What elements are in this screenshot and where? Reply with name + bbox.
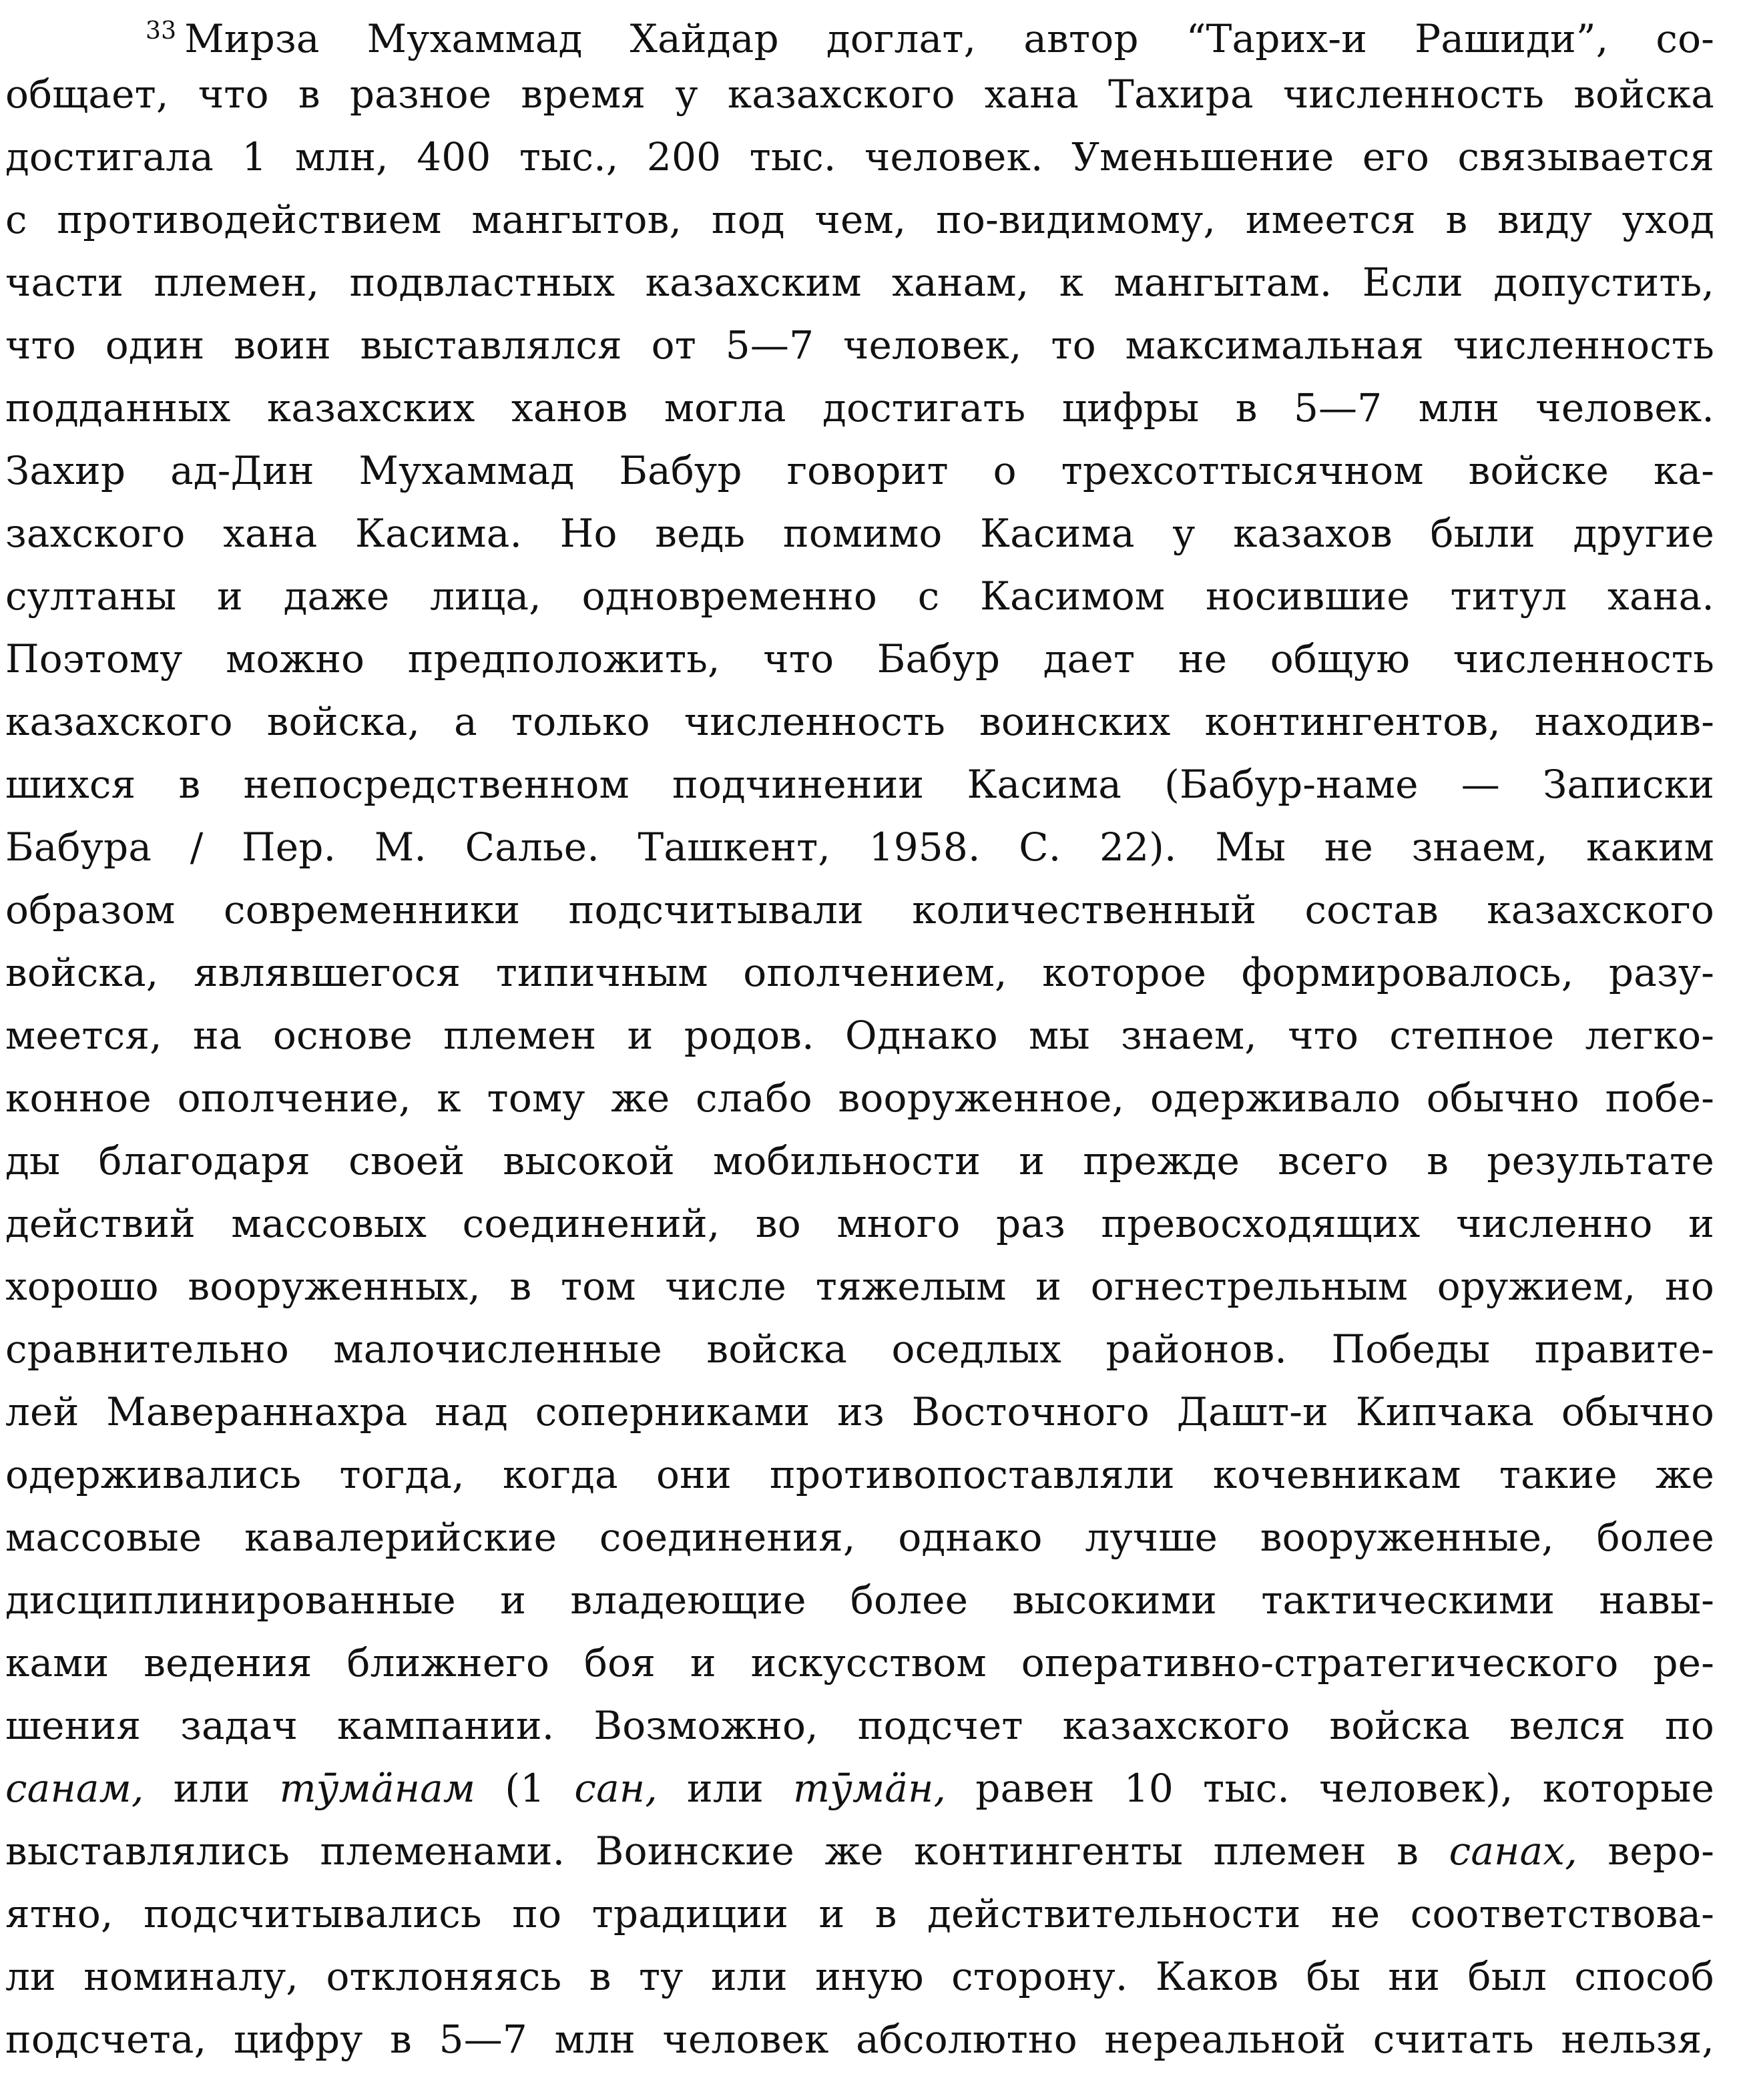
footnote-line-8: Захир ад-Дин Мухаммад Бабур говорит о трехсоттысячном войске ка- (5, 448, 1714, 493)
footnote-line-28: шения задач кампании. Возможно, подсчет казахского войска велся по (5, 1703, 1714, 1748)
footnote-line-16: войска, являвшегося типичным ополчением, которое формировалось, разу- (5, 950, 1714, 995)
footnote-line-19: ды благодаря своей высокой мобильности и прежде всего в результате (5, 1138, 1714, 1184)
footnote-line-24: одерживались тогда, когда они противопоставляли кочевникам такие же (5, 1452, 1714, 1497)
term-tumanam: тӯмӓнам (279, 1766, 476, 1811)
footnote-line-1 (5, 0, 1714, 63)
footnote-line-27: ками ведения ближнего боя и искусством оперативно-стратегического ре- (5, 1640, 1714, 1685)
line-29-text-4: равен 10 тыс. человек), которые (946, 1766, 1714, 1811)
footnote-line-11: Поэтому можно предположить, что Бабур дает не общую численность (5, 636, 1714, 682)
footnote-line-23: лей Мавераннахра над соперниками из Восточного Дашт-и Кипчака обычно (5, 1389, 1714, 1434)
footnote-line-3: достигала 1 млн, 400 тыс., 200 тыс. человек. Уменьшение его связывается (5, 134, 1714, 180)
footnote-line-21: хорошо вооруженных, в том числе тяжелым и огнестрельным оружием, но (5, 1264, 1714, 1309)
term-sanam: санам, (5, 1766, 144, 1811)
footnote-line-7: подданных казахских ханов могла достигать цифры в 5—7 млн человек. (5, 385, 1714, 431)
footnote-marker: 33 (146, 17, 177, 45)
footnote-line-33: подсчета, цифру в 5—7 млн человек абсолютно нереальной считать нельзя, (5, 2017, 1714, 2062)
line-29-text-2: (1 (475, 1766, 575, 1811)
line-29-text-3: или (657, 1766, 793, 1811)
footnote-line-6: что один воин выставлялся от 5—7 человек, то максимальная численность (5, 322, 1714, 368)
footnote-line-10: султаны и даже лица, одновременно с Касимом носившие титул хана. (5, 573, 1714, 619)
footnote-line-25: массовые кавалерийские соединения, однако лучше вооруженные, более (5, 1515, 1714, 1560)
footnote-line-32: ли номиналу, отклоняясь в ту или иную сторону. Каков бы ни был способ (5, 1954, 1714, 1999)
line-30-text-1: выставлялись племенами. Воинские же контингенты племен в (5, 1828, 1449, 1874)
line-30-text-2: веро- (1577, 1828, 1715, 1874)
footnote-line-2: общает, что в разное время у казахского хана Тахира численность войска (5, 71, 1714, 117)
footnote-line-14: Бабура / Пер. М. Салье. Ташкент, 1958. С. 22). Мы не знаем, каким (5, 824, 1714, 870)
footnote-line-22: сравнительно малочисленные войска оседлых районов. Победы правите- (5, 1326, 1714, 1372)
footnote-line-13: шихся в непосредственном подчинении Касима (Бабур-наме — Записки (5, 762, 1714, 807)
line-29-text-1: или (144, 1766, 280, 1811)
footnote-line-30 (5, 1820, 1714, 1882)
term-tuman: тӯмӓн, (792, 1766, 947, 1811)
footnote-line-29 (5, 1757, 1714, 1820)
footnote-line-20: действий массовых соединений, во много раз превосходящих численно и (5, 1201, 1714, 1246)
footnote-line-12: казахского войска, а только численность воинских контингентов, находив- (5, 699, 1714, 744)
footnote-line-17: меется, на основе племен и родов. Однако мы знаем, что степное легко- (5, 1013, 1714, 1058)
footnote-line-31: ятно, подсчитывались по традиции и в действительности не соответствова- (5, 1891, 1714, 1936)
footnote-line-18: конное ополчение, к тому же слабо вооруженное, одерживало обычно побе- (5, 1075, 1714, 1121)
footnote-33 (5, 0, 1714, 2071)
footnote-line-1-text: Мирза Мухаммад Хайдар доглат, автор “Тарих-и Рашиди”, со- (184, 16, 1714, 61)
footnote-line-4: с противодействием мангытов, под чем, по-видимому, имеется в виду уход (5, 197, 1714, 242)
term-san: сан, (574, 1766, 658, 1811)
footnote-line-9: захского хана Касима. Но ведь помимо Касима у казахов были другие (5, 511, 1714, 556)
footnote-line-26: дисциплинированные и владеющие более высокими тактическими навы- (5, 1577, 1714, 1623)
footnote-line-15: образом современники подсчитывали количественный состав казахского (5, 887, 1714, 933)
footnote-line-5: части племен, подвластных казахским ханам, к мангытам. Если допустить, (5, 260, 1714, 305)
term-sanakh: санах, (1449, 1828, 1577, 1874)
